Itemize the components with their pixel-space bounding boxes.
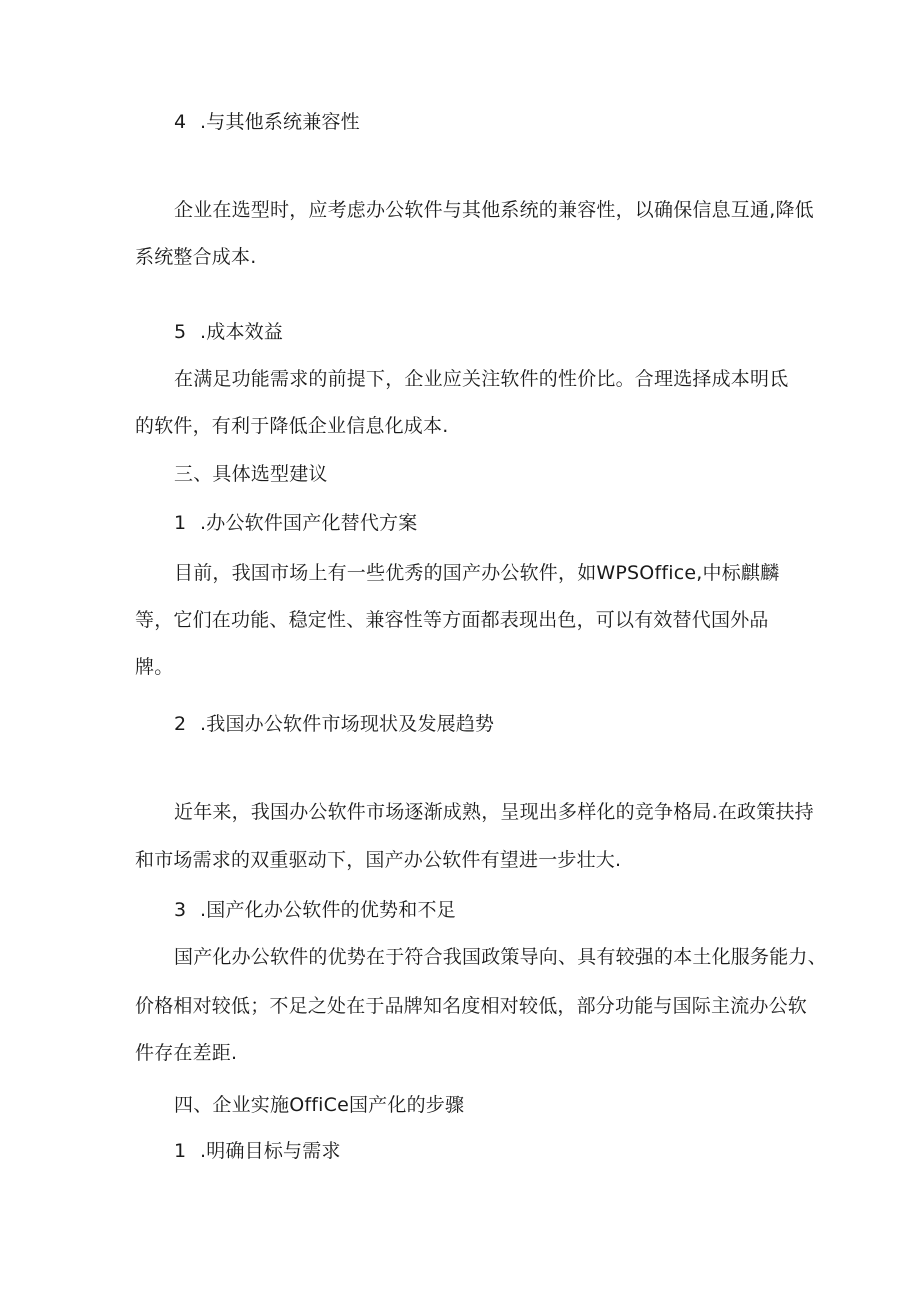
section-title: .我国办公软件市场现状及发展趋势 <box>200 713 495 735</box>
section-title: .成本效益 <box>200 321 284 343</box>
section-title: .国产化办公软件的优势和不足 <box>200 899 456 921</box>
section-heading-cost-benefit <box>174 320 283 344</box>
paragraph-line: 件存在差距. <box>135 1042 238 1064</box>
section-number: 5 <box>174 321 187 343</box>
section-number: 1 <box>174 1140 187 1162</box>
section-number: 4 <box>174 111 187 133</box>
paragraph-line: 近年来，我国办公软件市场逐渐成熟，呈现出多样化的竞争格局.在政策扶持 <box>174 801 814 823</box>
section-number: 3 <box>174 899 187 921</box>
paragraph-line: 牌。 <box>135 656 174 678</box>
section-number: 1 <box>174 512 187 534</box>
paragraph-line: 等，它们在功能、稳定性、兼容性等方面都表现出色，可以有效替代国外品 <box>135 609 769 631</box>
chapter-heading-four: 四、企业实施OffiCe国产化的步骤 <box>174 1094 465 1116</box>
section-number: 2 <box>174 713 187 735</box>
paragraph-line: 和市场需求的双重驱动下，国产办公软件有望进一步壮大. <box>135 849 622 871</box>
paragraph-line: 国产化办公软件的优势在于符合我国政策导向、具有较强的本土化服务能力、 <box>174 946 827 968</box>
section-heading-market-status <box>174 712 494 736</box>
section-heading-advantages <box>174 898 456 922</box>
section-heading-goals <box>174 1139 341 1163</box>
section-heading-replacement-plan <box>174 511 417 535</box>
paragraph-line: 在满足功能需求的前提下，企业应关注软件的性价比。合理选择成本明氐 <box>174 368 789 390</box>
section-title: .明确目标与需求 <box>200 1140 341 1162</box>
paragraph-line: 目前，我国市场上有一些优秀的国产办公软件，如WPSOffice,中标麒麟 <box>174 562 780 584</box>
section-title: .办公软件国产化替代方案 <box>200 512 418 534</box>
section-heading-compatibility <box>174 110 360 134</box>
paragraph-line: 系统整合成本. <box>135 246 257 268</box>
section-title: .与其他系统兼容性 <box>200 111 360 133</box>
paragraph-line: 价格相对较低；不足之处在于品牌知名度相对较低，部分功能与国际主流办公软 <box>135 995 808 1017</box>
chapter-heading-three: 三、具体选型建议 <box>174 463 328 485</box>
paragraph-line: 的软件，有利于降低企业信息化成本. <box>135 415 449 437</box>
paragraph-line: 企业在选型时，应考虑办公软件与其他系统的兼容性，以确保信息互通,降低 <box>174 199 814 221</box>
